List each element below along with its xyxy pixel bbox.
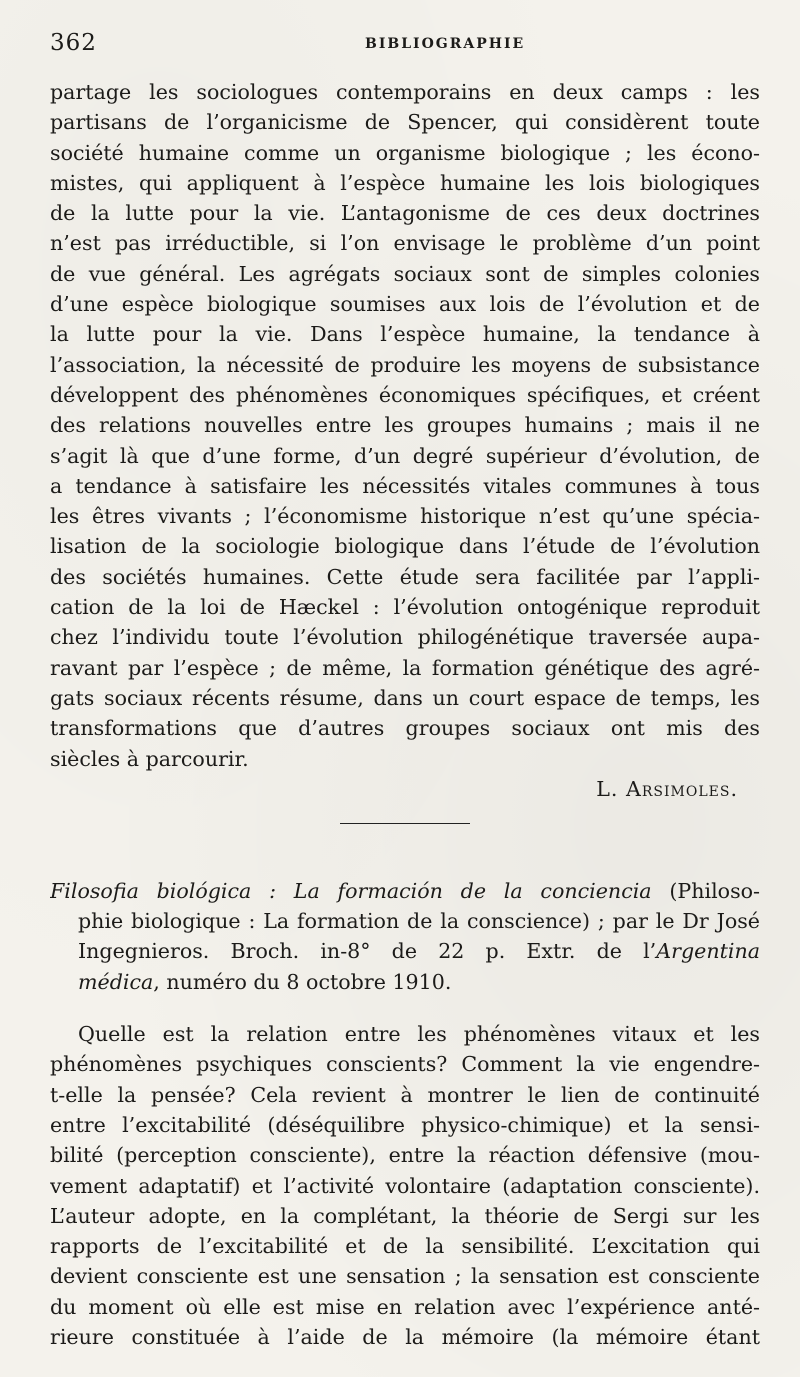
- text-line: chez l’individu toute l’évolution philogénétique traversée aupa-: [50, 625, 760, 650]
- text-line: vement adaptatif) et l’activité volontaire (adaptation consciente).: [50, 1173, 760, 1198]
- entry-title-italic: Filosofia biológica : La formación de la conciencia: [50, 878, 652, 903]
- signature-initial: L.: [596, 776, 619, 801]
- text-line: gats sociaux récents résume, dans un court espace de temps, les: [50, 685, 760, 710]
- review-arsimoles: [50, 77, 760, 805]
- text-line: de la lutte pour la vie. L’antagonisme de ces deux doctrines: [50, 201, 760, 226]
- text-line: mistes, qui appliquent à l’espèce humaine les lois biologiques: [50, 170, 760, 195]
- entry-title-line: [50, 967, 760, 997]
- text-line: bilité (perception consciente), entre la réaction défensive (mou-: [50, 1143, 760, 1168]
- text-line: transformations que d’autres groupes sociaux ont mis des: [50, 716, 760, 741]
- text-line: du moment où elle est mise en relation avec l’expérience anté-: [50, 1294, 760, 1319]
- review-signature: [50, 774, 760, 805]
- text-line-last: siècles à parcourir.: [50, 746, 249, 771]
- text-line: ravant par l’espèce ; de même, la formation génétique des agré-: [50, 655, 760, 680]
- text-line: l’association, la nécessité de produire les moyens de subsistance: [50, 352, 760, 377]
- text-line: t-elle la pensée? Cela revient à montrer le lien de continuité: [50, 1082, 760, 1107]
- page-number: 362: [50, 30, 97, 56]
- text-line: la lutte pour la vie. Dans l’espèce humaine, la tendance à: [50, 322, 760, 347]
- spacer: [50, 997, 760, 1019]
- text-line: des sociétés humaines. Cette étude sera facilitée par l’appli-: [50, 564, 760, 589]
- journal-name: Argentina: [656, 939, 760, 964]
- entry-title-line: [50, 936, 760, 966]
- text-line: s’agit là que d’une forme, d’un degré supérieur d’évolution, de: [50, 443, 760, 468]
- text-line: des relations nouvelles entre les groupes humains ; mais il ne: [50, 413, 760, 438]
- text-line: rieure constituée à l’aide de la mémoire (la mémoire étant: [50, 1324, 760, 1349]
- text-line: d’une espèce biologique soumises aux lois de l’évolution et de: [50, 292, 760, 317]
- text-line: devient consciente est une sensation ; la sensation est consciente: [50, 1264, 760, 1289]
- text-line: rapports de l’excitabilité et de la sensibilité. L’excitation qui: [50, 1234, 760, 1259]
- text-line: partage les sociologues contemporains en deux camps : les: [50, 80, 760, 104]
- text-line: société humaine comme un organisme biologique ; les écono-: [50, 140, 760, 165]
- text-line: a tendance à satisfaire les nécessités vitales communes à tous: [50, 473, 760, 498]
- text-line: cation de la loi de Hæckel : l’évolution ontogénique reproduit: [50, 595, 760, 620]
- text-line: Quelle est la relation entre les phénomènes vitaux et les: [78, 1022, 760, 1047]
- text-line: phénomènes psychiques conscients? Comment la vie engendre-: [50, 1052, 760, 1077]
- text-line: n’est pas irréductible, si l’on envisage le problème d’un point: [50, 231, 760, 256]
- section-divider: [340, 823, 470, 824]
- page-body: [50, 77, 760, 1352]
- review-ingegnieros: [50, 876, 760, 1352]
- text-line: lisation de la sociologie biologique dans l’étude de l’évolution: [50, 534, 760, 559]
- text-line: les êtres vivants ; l’économisme historique n’est qu’une spécia-: [50, 504, 760, 529]
- journal-name-cont: médica: [78, 969, 154, 994]
- page-header: [50, 30, 760, 64]
- text-line: L’auteur adopte, en la complétant, la théorie de Sergi sur les: [50, 1203, 760, 1228]
- text-line: partisans de l’organicisme de Spencer, qui considèrent toute: [50, 110, 760, 135]
- entry-title-line: [50, 876, 760, 906]
- entry-title-rest: (Philoso-: [669, 878, 760, 903]
- text-line: développent des phénomènes économiques spécifiques, et créent: [50, 382, 760, 407]
- entry-citation: Ingegnieros. Broch. in-8° de 22 p. Extr. de l’: [78, 939, 657, 964]
- text-line: entre l’excitabilité (déséquilibre physico-chimique) et la sensi-: [50, 1112, 760, 1137]
- signature-name: Arsimoles.: [625, 776, 738, 801]
- running-title: BIBLIOGRAPHIE: [365, 36, 526, 52]
- text-line: de vue général. Les agrégats sociaux sont de simples colonies: [50, 261, 760, 286]
- entry-issue: , numéro du 8 octobre 1910.: [153, 969, 452, 994]
- entry-title-line: phie biologique : La formation de la conscience) ; par le Dr José: [78, 909, 760, 934]
